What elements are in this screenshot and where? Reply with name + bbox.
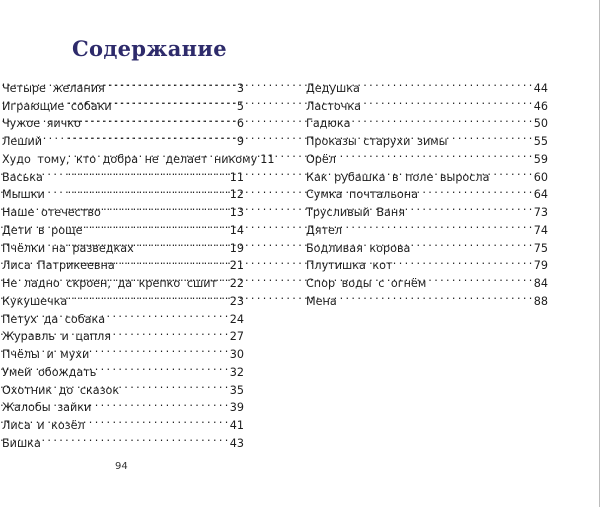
toc-entry-page: 73 — [533, 206, 548, 219]
toc-entry-page: 27 — [229, 330, 244, 344]
toc-entry-title: Бодливая корова — [306, 241, 411, 255]
dot-leader — [112, 323, 228, 341]
toc-entry[interactable] — [306, 74, 548, 95]
toc-entry-page: 35 — [229, 383, 244, 397]
toc-entry-page: 50 — [533, 117, 548, 131]
dot-leader — [362, 92, 532, 110]
dot-leader — [42, 429, 228, 447]
toc-entry-page: 41 — [229, 419, 244, 432]
dot-leader — [419, 181, 532, 199]
toc-entry-page: 84 — [533, 277, 548, 290]
toc-entry-title: Пчёлы и мухи — [2, 348, 90, 361]
toc-entry-title: Четыре желания — [2, 81, 105, 95]
toc-entry-page: 55 — [533, 135, 548, 148]
toc-entry[interactable] — [2, 394, 244, 415]
toc-entry[interactable] — [306, 216, 548, 237]
toc-entry[interactable] — [2, 358, 244, 379]
dot-leader — [406, 198, 532, 216]
toc-entry[interactable] — [2, 340, 244, 361]
toc-entry[interactable] — [306, 252, 548, 273]
toc-entry[interactable] — [2, 305, 244, 326]
toc-entry-page: 75 — [533, 241, 548, 255]
toc-entry-title: Не ладно скроен, да крепко сшит — [2, 277, 218, 290]
dot-leader — [343, 216, 532, 234]
toc-right-column — [306, 74, 548, 308]
toc-entry[interactable] — [306, 92, 548, 113]
toc-entry-page: 23 — [229, 294, 244, 308]
toc-entry-page: 79 — [533, 259, 548, 273]
toc-entry-page: 6 — [236, 117, 244, 131]
toc-entry-title: Дятел — [306, 223, 343, 237]
dot-leader — [106, 305, 228, 323]
toc-entry-page: 46 — [533, 99, 548, 113]
toc-entry-page: 3 — [236, 81, 244, 95]
toc-entry-title: Орёл — [306, 152, 336, 166]
toc-entry-title: Как рубашка в поле выросла — [306, 170, 490, 184]
toc-entry-page: 32 — [229, 365, 244, 379]
toc-entry-page: 13 — [229, 206, 244, 219]
toc-entry-page: 9 — [236, 135, 244, 148]
toc-entry[interactable] — [2, 411, 244, 432]
toc-entry-title: Дети в роще — [2, 223, 83, 237]
toc-entry-title: Трусливый Ваня — [306, 206, 405, 219]
toc-entry[interactable] — [306, 127, 548, 148]
toc-entry-title: Проказы старухи зимы — [306, 135, 448, 148]
toc-entry-page: 43 — [229, 436, 244, 450]
toc-entry-title: Спор воды с огнём — [306, 277, 427, 290]
toc-entry-title: Мена — [306, 294, 337, 308]
dot-leader — [120, 376, 228, 394]
dot-leader — [86, 411, 228, 429]
toc-entry-page: 11 — [260, 152, 275, 166]
toc-entry-title: Лиса Патрикеевна — [2, 259, 115, 273]
toc-entry-title: Жалобы зайки — [2, 401, 92, 415]
toc-entry[interactable] — [306, 234, 548, 255]
toc-entry-title: Худо тому, кто добра не делает никому — [2, 152, 258, 166]
toc-entry-page: 74 — [533, 223, 548, 237]
toc-entry-page: 19 — [229, 241, 244, 255]
toc-entry[interactable] — [306, 287, 548, 308]
toc-entry-page: 64 — [533, 188, 548, 202]
toc-entry[interactable] — [2, 429, 244, 450]
toc-entry-title: Плутишка кот — [306, 259, 393, 273]
toc-entry-title: Дедушка — [306, 81, 360, 95]
toc-entry-page: 24 — [229, 312, 244, 326]
toc-entry-page: 14 — [229, 223, 244, 237]
dot-leader — [97, 358, 227, 376]
toc-entry-page: 22 — [229, 277, 244, 290]
toc-entry-title: Лиса и козёл — [2, 419, 85, 432]
page-title: Содержание — [72, 36, 227, 61]
dot-leader — [394, 252, 532, 270]
toc-entry-title: Умей обождать — [2, 365, 97, 379]
toc-entry-page: 21 — [229, 259, 244, 273]
toc-entry-page: 30 — [229, 348, 244, 361]
toc-entry-title: Чужое яичко — [2, 117, 81, 131]
dot-leader — [490, 163, 531, 181]
toc-entry[interactable] — [306, 110, 548, 131]
toc-entry-title: Кукушечка — [2, 294, 68, 308]
toc-entry[interactable] — [306, 163, 548, 184]
toc-entry-title: Сумка почтальона — [306, 188, 418, 202]
toc-entry-title: Наше отечество — [2, 206, 101, 219]
toc-entry[interactable] — [306, 198, 548, 219]
dot-leader — [411, 234, 531, 252]
page-number: 94 — [115, 461, 128, 472]
dot-leader — [449, 127, 532, 145]
dot-leader — [337, 145, 532, 163]
toc-entry-title: Петух да собака — [2, 312, 106, 326]
toc-entry-page: 59 — [533, 152, 548, 166]
toc-entry[interactable] — [306, 145, 548, 166]
toc-entry-page: 12 — [229, 188, 244, 202]
dot-leader — [338, 287, 532, 305]
toc-entry[interactable] — [306, 181, 548, 202]
toc-entry-title: Охотник до сказок — [2, 383, 120, 397]
toc-entry[interactable] — [306, 269, 548, 290]
toc-entry-title: Васька — [2, 170, 43, 184]
dot-leader — [90, 340, 228, 358]
toc-entry-title: Играющие собаки — [2, 99, 112, 113]
toc-entry-title: Журавль и цапля — [2, 330, 112, 344]
toc-entry-page: 88 — [533, 294, 548, 308]
dot-leader — [361, 74, 532, 92]
toc-entry[interactable] — [2, 323, 244, 344]
toc-entry-page: 39 — [229, 401, 244, 415]
toc-entry[interactable] — [2, 376, 244, 397]
toc-entry-title: Ласточка — [306, 99, 362, 113]
toc-entry-title: Гадюка — [306, 117, 351, 131]
toc-entry-page: 11 — [229, 170, 244, 184]
dot-leader — [427, 269, 531, 287]
toc-entry-title: Пчёлки на разведках — [2, 241, 134, 255]
toc-entry-page: 60 — [533, 170, 548, 184]
dot-leader — [351, 110, 531, 128]
toc-entry-page: 5 — [236, 99, 244, 113]
toc-entry-title: Бишка — [2, 436, 41, 450]
toc-entry-title: Мышки — [2, 188, 45, 202]
toc-entry-title: Леший — [2, 135, 43, 148]
dot-leader — [92, 394, 227, 412]
toc-entry-page: 44 — [533, 81, 548, 95]
